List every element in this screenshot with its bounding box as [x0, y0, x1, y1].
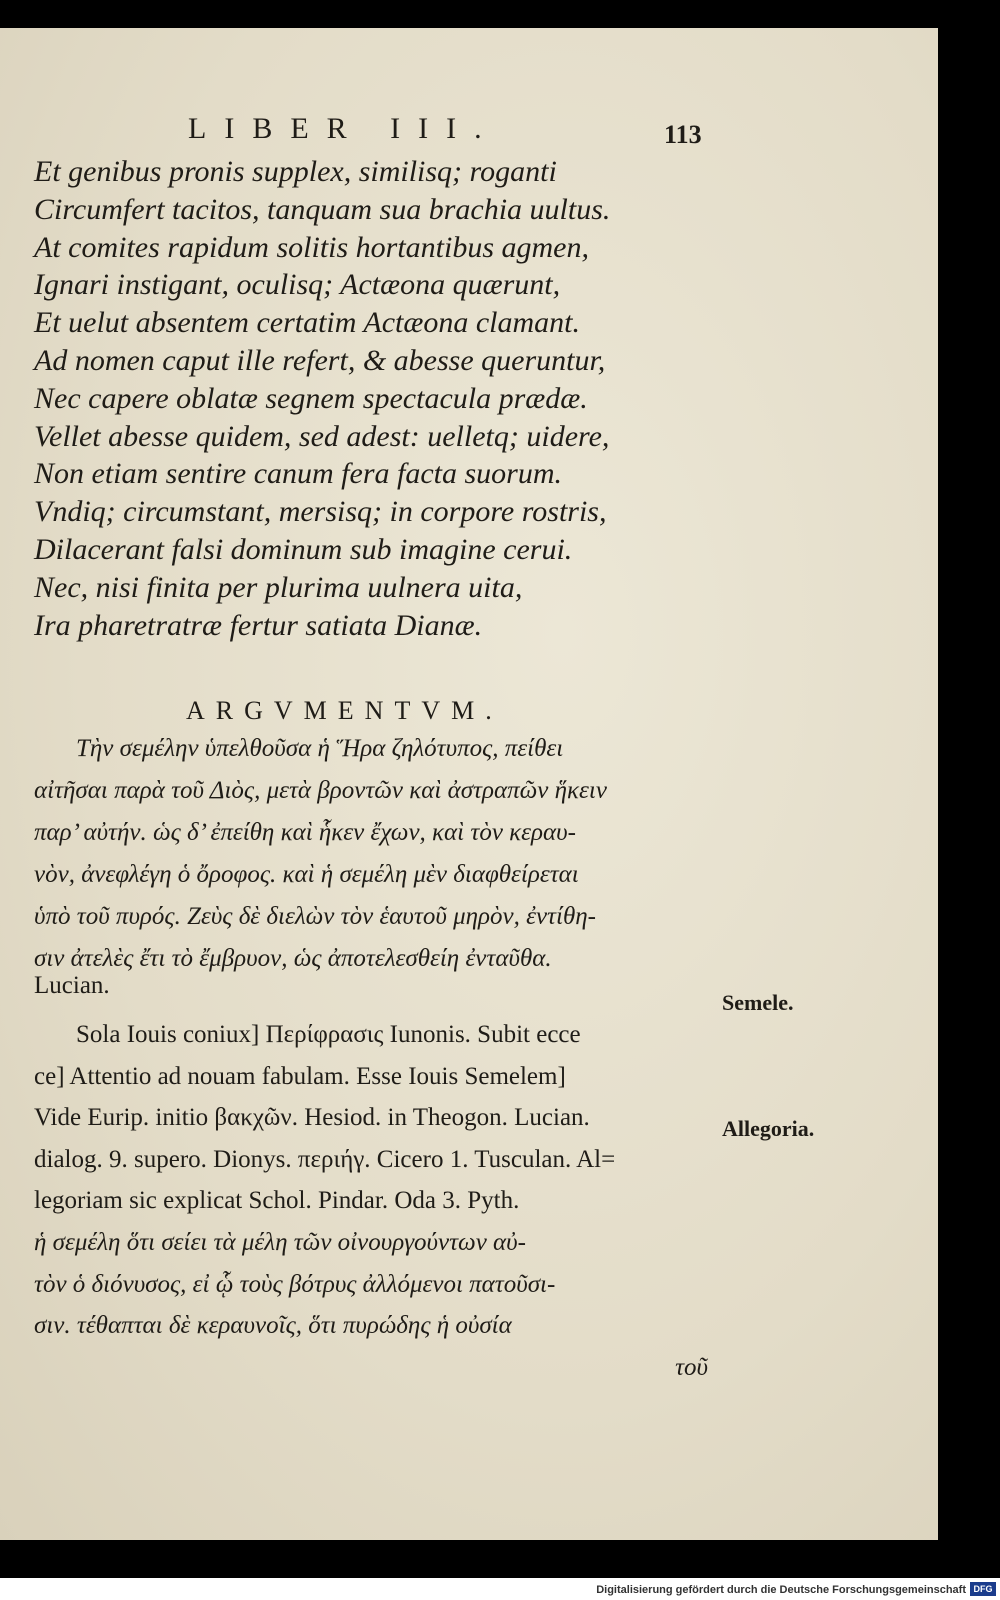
- verse-line: Et genibus pronis supplex, similisq; roganti: [34, 155, 557, 188]
- greek-argument: [34, 728, 714, 980]
- commentary-line: legoriam sic explicat Schol. Pindar. Oda 3. Pyth.: [34, 1187, 520, 1215]
- verse-block: [34, 153, 674, 644]
- greek-line: νὸν, ἀνεφλέγη ὁ ὄροφος. καὶ ἡ σεμέλη μὲν διαφθείρεται: [34, 861, 579, 888]
- verse-line: Nec capere oblatæ segnem spectacula prædæ.: [34, 381, 588, 415]
- verse-line: Circumfert tacitos, tanquam sua brachia uultus.: [34, 192, 611, 226]
- verse-line: Et uelut absentem certatim Actæona clamant.: [34, 306, 581, 340]
- page-number: 113: [664, 120, 702, 149]
- verse-line: Ad nomen caput ille refert, & abesse queruntur,: [34, 343, 606, 377]
- dfg-logo: DFG: [970, 1582, 996, 1596]
- commentary-line: τοῦ: [675, 1353, 708, 1381]
- verse-line: At comites rapidum solitis hortantibus agmen,: [34, 230, 589, 264]
- commentary-line: τὸν ὁ διόνυσος, εἰ ᾧ τοὺς βότρυς ἀλλόμενοι πατοῦσι-: [34, 1270, 556, 1298]
- footer-bar: [0, 1578, 1000, 1600]
- greek-line: αἰτῆσαι παρὰ τοῦ Διὸς, μετὰ βροντῶν καὶ ἀστραπῶν ἥκειν: [34, 777, 607, 804]
- argumentum-heading: ARGVMENTVM.: [186, 696, 503, 725]
- verse-line: Vndiq; circumstant, mersisq; in corpore rostris,: [34, 495, 607, 529]
- verse-line: Non etiam sentire canum fera facta suorum.: [34, 457, 563, 491]
- greek-line: Τὴν σεμέλην ὑπελθοῦσα ἡ Ἥρα ζηλότυπος, πείθει: [76, 735, 564, 762]
- commentary-line: dialog. 9. supero. Dionys. περιήγ. Cicero 1. Tusculan. Al=: [34, 1145, 616, 1173]
- greek-line: παρ’ αὐτήν. ὡς δ’ ἐπείθη καὶ ἧκεν ἔχων, καὶ τὸν κεραυ-: [34, 819, 576, 846]
- book-page: [0, 28, 938, 1540]
- verse-line: Ira pharetratræ fertur satiata Dianæ.: [34, 608, 483, 642]
- running-title: LIBER III.: [188, 112, 500, 145]
- commentary-block: [34, 1014, 724, 1388]
- verse-line: Ignari instigant, oculisq; Actæona quærunt,: [34, 268, 561, 302]
- commentary-line: σιν. τέθαπται δὲ κεραυνοῖς, ὅτι πυρώδης ἡ οὐσία: [34, 1312, 512, 1340]
- commentary-line: Vide Eurip. initio βακχῶν. Hesiod. in Theogon. Lucian.: [34, 1104, 590, 1132]
- verse-line: Vellet abesse quidem, sed adest: uelletq; uidere,: [34, 419, 610, 453]
- marginal-note-allegoria: Allegoria.: [722, 1116, 815, 1141]
- greek-source: Lucian.: [34, 972, 110, 999]
- commentary-line: ce] Attentio ad nouam fabulam. Esse Iouis Semelem]: [34, 1062, 566, 1090]
- verse-line: Nec, nisi finita per plurima uulnera uita,: [34, 570, 523, 604]
- funding-note: Digitalisierung gefördert durch die Deutsche Forschungsgemeinschaft: [596, 1584, 966, 1596]
- greek-line: ὑπὸ τοῦ πυρός. Ζεὺς δὲ διελὼν τὸν ἑαυτοῦ μηρὸν, ἐντίθη-: [34, 903, 596, 930]
- commentary-line: Sola Iouis coniux] Περίφρασις Iunonis. Subit ecce: [76, 1021, 581, 1048]
- verse-line: Dilacerant falsi dominum sub imagine cerui.: [34, 532, 573, 566]
- marginal-note-semele: Semele.: [722, 990, 794, 1015]
- commentary-line: ἡ σεμέλη ὅτι σείει τὰ μέλη τῶν οἰνουργούντων αὐ-: [34, 1228, 526, 1256]
- greek-line: σιν ἀτελὲς ἔτι τὸ ἔμβρυον, ὡς ἀποτελεσθείη ἐνταῦθα.: [34, 945, 552, 972]
